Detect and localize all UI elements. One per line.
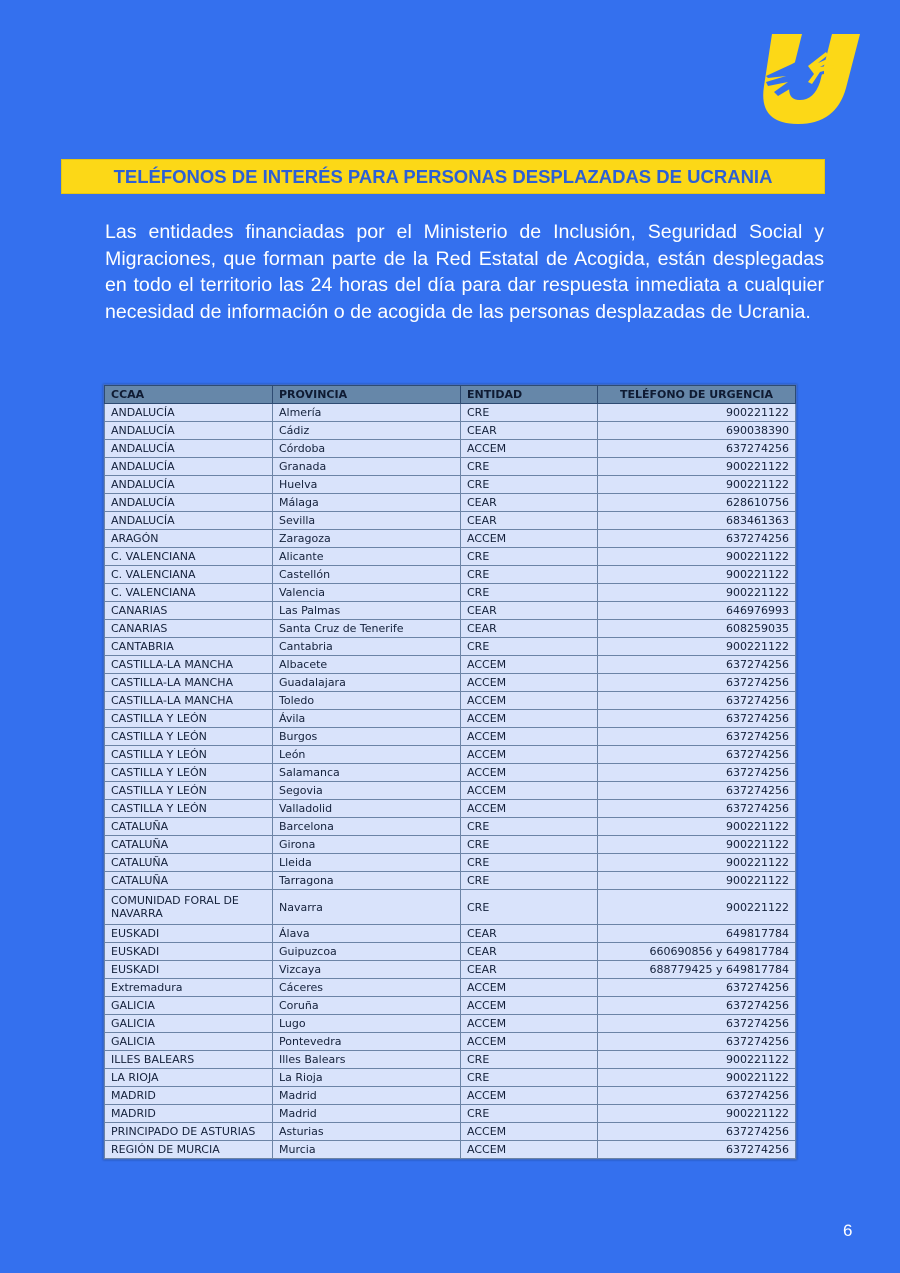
cell-entidad: CRE [461, 566, 598, 584]
table-row [105, 782, 796, 800]
cell-provincia: Huelva [273, 476, 461, 494]
table-row [105, 602, 796, 620]
cell-entidad: ACCEM [461, 692, 598, 710]
cell-provincia: Salamanca [273, 764, 461, 782]
cell-ccaa: CATALUÑA [105, 854, 273, 872]
table-row [105, 800, 796, 818]
cell-provincia: Granada [273, 458, 461, 476]
cell-ccaa: CATALUÑA [105, 836, 273, 854]
cell-telefono: 637274256 [598, 1015, 796, 1033]
cell-telefono: 637274256 [598, 674, 796, 692]
table-row [105, 728, 796, 746]
table-row [105, 1105, 796, 1123]
table-row [105, 566, 796, 584]
cell-ccaa: GALICIA [105, 997, 273, 1015]
cell-telefono: 688779425 y 649817784 [598, 961, 796, 979]
cell-ccaa: MADRID [105, 1105, 273, 1123]
cell-telefono: 637274256 [598, 530, 796, 548]
cell-entidad: CEAR [461, 512, 598, 530]
cell-entidad: ACCEM [461, 979, 598, 997]
cell-provincia: Albacete [273, 656, 461, 674]
cell-provincia: Segovia [273, 782, 461, 800]
cell-entidad: ACCEM [461, 1087, 598, 1105]
cell-ccaa: CASTILLA Y LEÓN [105, 764, 273, 782]
cell-telefono: 649817784 [598, 925, 796, 943]
cell-entidad: CRE [461, 548, 598, 566]
phones-table [104, 385, 796, 1159]
title-banner [61, 159, 825, 194]
header-telefono: TELÉFONO DE URGENCIA [598, 386, 796, 404]
cell-ccaa: ANDALUCÍA [105, 494, 273, 512]
table-row [105, 1015, 796, 1033]
cell-ccaa: MADRID [105, 1087, 273, 1105]
cell-entidad: CEAR [461, 422, 598, 440]
table-header-row [105, 386, 796, 404]
cell-telefono: 900221122 [598, 404, 796, 422]
table-row [105, 836, 796, 854]
cell-entidad: CRE [461, 458, 598, 476]
table-row [105, 638, 796, 656]
cell-telefono: 637274256 [598, 1087, 796, 1105]
cell-provincia: Castellón [273, 566, 461, 584]
table-row [105, 943, 796, 961]
cell-telefono: 900221122 [598, 890, 796, 925]
cell-telefono: 900221122 [598, 818, 796, 836]
table-row [105, 818, 796, 836]
table-row [105, 854, 796, 872]
cell-provincia: Madrid [273, 1087, 461, 1105]
cell-ccaa: CASTILLA-LA MANCHA [105, 656, 273, 674]
table-row [105, 961, 796, 979]
cell-ccaa: CASTILLA Y LEÓN [105, 746, 273, 764]
cell-ccaa: REGIÓN DE MURCIA [105, 1141, 273, 1159]
cell-provincia: Girona [273, 836, 461, 854]
cell-entidad: CRE [461, 1051, 598, 1069]
cell-telefono: 900221122 [598, 854, 796, 872]
cell-ccaa: COMUNIDAD FORAL DE NAVARRA [105, 890, 273, 925]
cell-ccaa: CANARIAS [105, 620, 273, 638]
cell-ccaa: ANDALUCÍA [105, 440, 273, 458]
cell-telefono: 637274256 [598, 746, 796, 764]
cell-entidad: ACCEM [461, 800, 598, 818]
cell-ccaa: CASTILLA Y LEÓN [105, 782, 273, 800]
cell-telefono: 608259035 [598, 620, 796, 638]
cell-telefono: 637274256 [598, 800, 796, 818]
cell-provincia: Sevilla [273, 512, 461, 530]
cell-entidad: ACCEM [461, 746, 598, 764]
cell-provincia: Málaga [273, 494, 461, 512]
cell-entidad: CRE [461, 1105, 598, 1123]
cell-ccaa: ANDALUCÍA [105, 404, 273, 422]
cell-ccaa: ANDALUCÍA [105, 512, 273, 530]
cell-telefono: 637274256 [598, 656, 796, 674]
cell-telefono: 637274256 [598, 997, 796, 1015]
cell-telefono: 637274256 [598, 440, 796, 458]
table-row [105, 692, 796, 710]
table-row [105, 979, 796, 997]
cell-ccaa: CATALUÑA [105, 872, 273, 890]
cell-ccaa: PRINCIPADO DE ASTURIAS [105, 1123, 273, 1141]
cell-ccaa: C. VALENCIANA [105, 566, 273, 584]
cell-telefono: 900221122 [598, 1051, 796, 1069]
cell-entidad: ACCEM [461, 710, 598, 728]
cell-telefono: 900221122 [598, 872, 796, 890]
cell-provincia: Asturias [273, 1123, 461, 1141]
cell-telefono: 660690856 y 649817784 [598, 943, 796, 961]
cell-provincia: Pontevedra [273, 1033, 461, 1051]
table-row [105, 440, 796, 458]
cell-ccaa: CASTILLA Y LEÓN [105, 728, 273, 746]
cell-telefono: 637274256 [598, 764, 796, 782]
cell-telefono: 900221122 [598, 836, 796, 854]
cell-provincia: Santa Cruz de Tenerife [273, 620, 461, 638]
cell-telefono: 900221122 [598, 1105, 796, 1123]
cell-entidad: CEAR [461, 602, 598, 620]
header-entidad: ENTIDAD [461, 386, 598, 404]
cell-telefono: 637274256 [598, 1033, 796, 1051]
cell-ccaa: EUSKADI [105, 961, 273, 979]
table-row [105, 1087, 796, 1105]
cell-ccaa: CASTILLA-LA MANCHA [105, 674, 273, 692]
cell-entidad: ACCEM [461, 997, 598, 1015]
header-provincia: PROVINCIA [273, 386, 461, 404]
table-row [105, 422, 796, 440]
cell-ccaa: ANDALUCÍA [105, 422, 273, 440]
cell-ccaa: ARAGÓN [105, 530, 273, 548]
cell-entidad: ACCEM [461, 440, 598, 458]
table-row [105, 1123, 796, 1141]
cell-telefono: 900221122 [598, 458, 796, 476]
page-title: TELÉFONOS DE INTERÉS PARA PERSONAS DESPLAZADAS DE UCRANIA [113, 165, 773, 187]
cell-ccaa: C. VALENCIANA [105, 548, 273, 566]
table-row [105, 404, 796, 422]
table-row [105, 656, 796, 674]
cell-entidad: CRE [461, 818, 598, 836]
cell-provincia: Lleida [273, 854, 461, 872]
cell-entidad: ACCEM [461, 1015, 598, 1033]
table-row [105, 620, 796, 638]
table-row [105, 872, 796, 890]
cell-entidad: ACCEM [461, 656, 598, 674]
table-row [105, 710, 796, 728]
cell-entidad: CRE [461, 476, 598, 494]
intro-paragraph: Las entidades financiadas por el Ministerio de Inclusión, Seguridad Social y Migraciones, que forman parte de la Red Estatal de Acogida, están desplegadas en todo el territorio las 24 horas del día para dar respuesta inmediata a cualquier necesidad de información o de acogida de las personas desplazadas de Ucrania. [105, 221, 824, 323]
cell-entidad: CRE [461, 854, 598, 872]
cell-ccaa: LA RIOJA [105, 1069, 273, 1087]
cell-entidad: CRE [461, 404, 598, 422]
table-row [105, 1141, 796, 1159]
cell-telefono: 628610756 [598, 494, 796, 512]
cell-ccaa: CANTABRIA [105, 638, 273, 656]
cell-entidad: CEAR [461, 620, 598, 638]
cell-ccaa: EUSKADI [105, 943, 273, 961]
cell-provincia: Barcelona [273, 818, 461, 836]
cell-provincia: Murcia [273, 1141, 461, 1159]
cell-telefono: 900221122 [598, 566, 796, 584]
cell-provincia: Guadalajara [273, 674, 461, 692]
ukraine-hands-logo-icon [752, 30, 864, 126]
cell-ccaa: GALICIA [105, 1033, 273, 1051]
table-row [105, 674, 796, 692]
cell-entidad: ACCEM [461, 764, 598, 782]
cell-provincia: Valladolid [273, 800, 461, 818]
cell-provincia: Vizcaya [273, 961, 461, 979]
cell-provincia: Almería [273, 404, 461, 422]
cell-entidad: ACCEM [461, 1033, 598, 1051]
cell-provincia: Illes Balears [273, 1051, 461, 1069]
cell-telefono: 683461363 [598, 512, 796, 530]
cell-provincia: Zaragoza [273, 530, 461, 548]
table-row [105, 584, 796, 602]
cell-provincia: Navarra [273, 890, 461, 925]
cell-ccaa: CANARIAS [105, 602, 273, 620]
cell-telefono: 637274256 [598, 782, 796, 800]
table-row [105, 494, 796, 512]
cell-telefono: 690038390 [598, 422, 796, 440]
cell-provincia: Cádiz [273, 422, 461, 440]
cell-ccaa: ILLES BALEARS [105, 1051, 273, 1069]
cell-ccaa: CASTILLA-LA MANCHA [105, 692, 273, 710]
cell-entidad: CRE [461, 584, 598, 602]
cell-provincia: Álava [273, 925, 461, 943]
phones-table-container [103, 384, 797, 1160]
cell-entidad: CEAR [461, 943, 598, 961]
cell-telefono: 900221122 [598, 1069, 796, 1087]
cell-entidad: CRE [461, 872, 598, 890]
cell-telefono: 637274256 [598, 728, 796, 746]
table-row [105, 458, 796, 476]
cell-ccaa: ANDALUCÍA [105, 476, 273, 494]
table-row [105, 764, 796, 782]
cell-entidad: CRE [461, 1069, 598, 1087]
cell-entidad: CRE [461, 638, 598, 656]
table-row [105, 512, 796, 530]
cell-provincia: Ávila [273, 710, 461, 728]
cell-provincia: Guipuzcoa [273, 943, 461, 961]
cell-provincia: Córdoba [273, 440, 461, 458]
cell-ccaa: Extremadura [105, 979, 273, 997]
cell-telefono: 900221122 [598, 476, 796, 494]
cell-entidad: CEAR [461, 925, 598, 943]
cell-entidad: ACCEM [461, 728, 598, 746]
cell-telefono: 646976993 [598, 602, 796, 620]
cell-ccaa: ANDALUCÍA [105, 458, 273, 476]
cell-provincia: Cantabria [273, 638, 461, 656]
cell-ccaa: C. VALENCIANA [105, 584, 273, 602]
table-row [105, 890, 796, 925]
table-row [105, 1033, 796, 1051]
table-row [105, 476, 796, 494]
cell-telefono: 637274256 [598, 1123, 796, 1141]
cell-telefono: 900221122 [598, 548, 796, 566]
cell-provincia: Valencia [273, 584, 461, 602]
cell-ccaa: CASTILLA Y LEÓN [105, 800, 273, 818]
cell-provincia: Alicante [273, 548, 461, 566]
cell-telefono: 637274256 [598, 979, 796, 997]
cell-entidad: ACCEM [461, 530, 598, 548]
table-row [105, 925, 796, 943]
cell-provincia: Burgos [273, 728, 461, 746]
cell-telefono: 637274256 [598, 710, 796, 728]
cell-entidad: CEAR [461, 961, 598, 979]
cell-provincia: Tarragona [273, 872, 461, 890]
cell-provincia: Las Palmas [273, 602, 461, 620]
table-row [105, 548, 796, 566]
cell-ccaa: EUSKADI [105, 925, 273, 943]
cell-ccaa: CATALUÑA [105, 818, 273, 836]
cell-entidad: ACCEM [461, 782, 598, 800]
cell-entidad: CEAR [461, 494, 598, 512]
table-row [105, 1051, 796, 1069]
cell-entidad: ACCEM [461, 1123, 598, 1141]
cell-ccaa: GALICIA [105, 1015, 273, 1033]
cell-provincia: La Rioja [273, 1069, 461, 1087]
cell-provincia: Lugo [273, 1015, 461, 1033]
table-row [105, 530, 796, 548]
cell-provincia: Madrid [273, 1105, 461, 1123]
cell-ccaa: CASTILLA Y LEÓN [105, 710, 273, 728]
cell-telefono: 900221122 [598, 584, 796, 602]
cell-entidad: ACCEM [461, 1141, 598, 1159]
cell-provincia: León [273, 746, 461, 764]
cell-provincia: Toledo [273, 692, 461, 710]
cell-provincia: Cáceres [273, 979, 461, 997]
table-row [105, 746, 796, 764]
cell-telefono: 900221122 [598, 638, 796, 656]
cell-telefono: 637274256 [598, 1141, 796, 1159]
cell-entidad: ACCEM [461, 674, 598, 692]
cell-telefono: 637274256 [598, 692, 796, 710]
cell-provincia: Coruña [273, 997, 461, 1015]
page-number: 6 [843, 1221, 853, 1240]
cell-entidad: CRE [461, 890, 598, 925]
table-row [105, 1069, 796, 1087]
table-row [105, 997, 796, 1015]
table-body [105, 404, 796, 1159]
header-ccaa: CCAA [105, 386, 273, 404]
cell-entidad: CRE [461, 836, 598, 854]
